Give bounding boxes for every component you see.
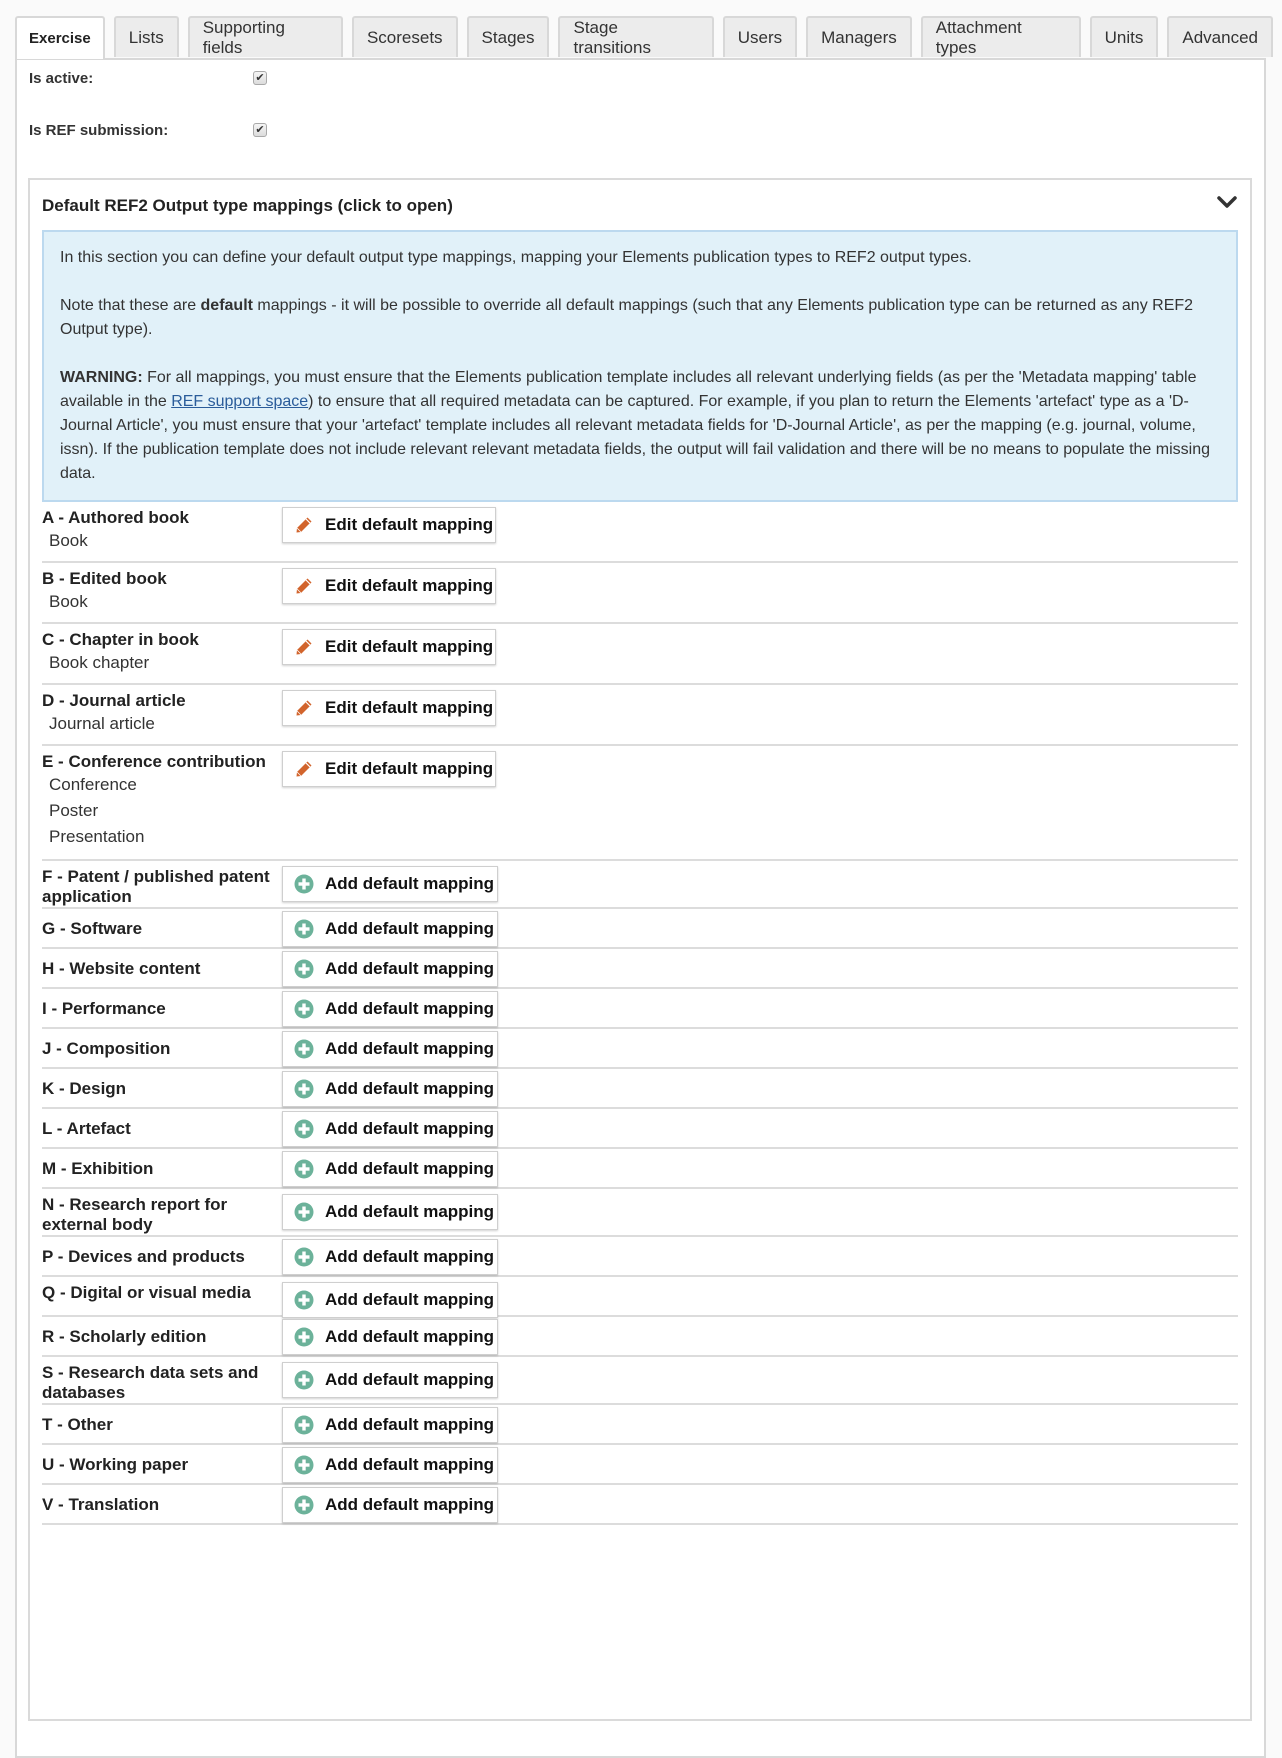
info-paragraph-note xyxy=(60,294,1220,342)
pencil-icon xyxy=(293,514,315,536)
button-label: Add default mapping xyxy=(325,1290,495,1309)
mapped-publication-type: Presentation xyxy=(49,827,145,846)
exercise-panel xyxy=(15,58,1266,1758)
output-type-title: A - Authored book xyxy=(42,508,189,527)
mapping-list xyxy=(42,502,1238,1525)
pencil-icon xyxy=(293,758,315,780)
mapping-row xyxy=(42,1029,1238,1069)
add-default-mapping-button[interactable] xyxy=(282,1447,498,1483)
mapping-row xyxy=(42,1109,1238,1149)
add-default-mapping-button[interactable] xyxy=(282,1239,498,1275)
add-default-mapping-button[interactable] xyxy=(282,1407,498,1443)
output-type-title: K - Design xyxy=(42,1079,127,1098)
plus-circle-icon xyxy=(293,1201,315,1223)
mapped-publication-type: Book chapter xyxy=(49,653,150,672)
is-ref-submission-checkbox[interactable]: ✔ xyxy=(253,123,267,137)
add-default-mapping-button[interactable] xyxy=(282,1111,498,1147)
mapping-row xyxy=(42,563,1238,624)
warning-label: WARNING: xyxy=(60,369,143,386)
tab-stages[interactable]: Stages xyxy=(467,16,550,57)
mapped-publication-type: Poster xyxy=(49,801,99,820)
mapping-label xyxy=(42,1405,280,1443)
mapping-label xyxy=(42,909,280,947)
mapping-row xyxy=(42,1445,1238,1485)
mapping-label xyxy=(42,1445,280,1483)
ref-support-space-link[interactable]: REF support space xyxy=(171,393,309,410)
button-label: Edit default mapping xyxy=(325,759,494,778)
mapping-row xyxy=(42,746,1238,861)
mapping-label xyxy=(42,861,280,907)
add-default-mapping-button[interactable] xyxy=(282,866,498,902)
button-label: Add default mapping xyxy=(325,1039,495,1058)
button-label: Add default mapping xyxy=(325,1370,495,1389)
plus-circle-icon xyxy=(293,1158,315,1180)
mapped-publication-type: Book xyxy=(49,531,88,550)
plus-circle-icon xyxy=(293,1246,315,1268)
add-default-mapping-button[interactable] xyxy=(282,1319,498,1355)
output-type-title: B - Edited book xyxy=(42,569,167,588)
mapping-row xyxy=(42,685,1238,746)
tab-exercise[interactable]: Exercise xyxy=(15,16,105,59)
tab-stage-transitions[interactable]: Stage transitions xyxy=(558,16,713,57)
mapping-label xyxy=(42,1029,280,1067)
output-type-title: L - Artefact xyxy=(42,1119,131,1138)
button-label: Add default mapping xyxy=(325,1247,495,1266)
add-default-mapping-button[interactable] xyxy=(282,991,498,1027)
plus-circle-icon xyxy=(293,998,315,1020)
tab-attachment-types[interactable]: Attachment types xyxy=(921,16,1081,57)
mapping-row xyxy=(42,624,1238,685)
mapping-row xyxy=(42,1149,1238,1189)
add-default-mapping-button[interactable] xyxy=(282,1071,498,1107)
mapping-row xyxy=(42,502,1238,563)
mapping-label xyxy=(42,746,280,859)
plus-circle-icon xyxy=(293,1414,315,1436)
edit-default-mapping-button[interactable] xyxy=(282,507,496,543)
tab-scoresets[interactable]: Scoresets xyxy=(352,16,458,57)
mapping-row xyxy=(42,861,1238,909)
plus-circle-icon xyxy=(293,1118,315,1140)
edit-default-mapping-button[interactable] xyxy=(282,751,496,787)
add-default-mapping-button[interactable] xyxy=(282,1362,498,1398)
plus-circle-icon xyxy=(293,1326,315,1348)
pencil-icon xyxy=(293,636,315,658)
mapped-publication-type: Book xyxy=(49,592,88,611)
output-type-title: D - Journal article xyxy=(42,691,186,710)
mapping-row xyxy=(42,909,1238,949)
mapping-row xyxy=(42,949,1238,989)
edit-default-mapping-button[interactable] xyxy=(282,629,496,665)
button-label: Add default mapping xyxy=(325,1202,495,1221)
add-default-mapping-button[interactable] xyxy=(282,1282,498,1318)
button-label: Add default mapping xyxy=(325,959,495,978)
button-label: Add default mapping xyxy=(325,1159,495,1178)
mapping-row xyxy=(42,1357,1238,1405)
output-type-title: T - Other xyxy=(42,1415,113,1434)
button-label: Add default mapping xyxy=(325,999,495,1018)
edit-default-mapping-button[interactable] xyxy=(282,690,496,726)
mapping-label xyxy=(42,1149,280,1187)
mapping-row xyxy=(42,1237,1238,1277)
plus-circle-icon xyxy=(293,1494,315,1516)
output-type-title: Q - Digital or visual media xyxy=(42,1283,251,1302)
info-box xyxy=(42,230,1238,502)
add-default-mapping-button[interactable] xyxy=(282,1194,498,1230)
tab-bar xyxy=(15,16,1282,59)
add-default-mapping-button[interactable] xyxy=(282,1487,498,1523)
note-text-rest: mappings - it will be possible to override all default mappings (such that any Elements publication type can be returned as any REF2 Output type). xyxy=(60,297,1194,338)
tab-units[interactable]: Units xyxy=(1090,16,1159,57)
output-type-title: M - Exhibition xyxy=(42,1159,154,1178)
is-active-label: Is active: xyxy=(29,70,94,87)
button-label: Edit default mapping xyxy=(325,515,494,534)
mapping-label xyxy=(42,624,280,683)
mapping-row xyxy=(42,1189,1238,1237)
tab-advanced[interactable]: Advanced xyxy=(1167,16,1273,57)
plus-circle-icon xyxy=(293,1078,315,1100)
plus-circle-icon xyxy=(293,958,315,980)
mapping-label xyxy=(42,685,280,744)
output-type-title: H - Website content xyxy=(42,959,201,978)
button-label: Edit default mapping xyxy=(325,576,494,595)
output-type-title: N - Research report for external body xyxy=(42,1195,228,1234)
output-type-title: C - Chapter in book xyxy=(42,630,199,649)
mapping-label xyxy=(42,563,280,622)
tab-supporting-fields[interactable]: Supporting fields xyxy=(188,16,343,57)
mapping-row xyxy=(42,1485,1238,1525)
chevron-down-icon[interactable] xyxy=(1216,194,1238,210)
pencil-icon xyxy=(293,697,315,719)
mapping-label xyxy=(42,1277,280,1315)
tab-users[interactable]: Users xyxy=(723,16,797,57)
output-type-mappings-panel xyxy=(28,178,1252,1721)
plus-circle-icon xyxy=(293,1454,315,1476)
mapping-label xyxy=(42,1357,280,1403)
tab-managers[interactable]: Managers xyxy=(806,16,912,57)
output-type-title: S - Research data sets and databases xyxy=(42,1363,259,1402)
mapping-label xyxy=(42,1237,280,1275)
button-label: Add default mapping xyxy=(325,1327,495,1346)
mapping-label xyxy=(42,1069,280,1107)
tab-lists[interactable]: Lists xyxy=(114,16,179,57)
info-paragraph-intro: In this section you can define your default output type mappings, mapping your Elements publication types to REF2 output types. xyxy=(60,249,972,266)
plus-circle-icon xyxy=(293,873,315,895)
output-type-title: G - Software xyxy=(42,919,143,938)
plus-circle-icon xyxy=(293,918,315,940)
mapping-label xyxy=(42,502,280,561)
add-default-mapping-button[interactable] xyxy=(282,951,498,987)
output-type-title: R - Scholarly edition xyxy=(42,1327,207,1346)
is-active-checkbox[interactable]: ✔ xyxy=(253,71,267,85)
note-text: Note that these are xyxy=(60,297,201,314)
section-toggle-title[interactable]: Default REF2 Output type mappings (click to open) xyxy=(42,196,453,215)
plus-circle-icon xyxy=(293,1369,315,1391)
add-default-mapping-button[interactable] xyxy=(282,1151,498,1187)
button-label: Add default mapping xyxy=(325,874,495,893)
output-type-title: V - Translation xyxy=(42,1495,160,1514)
output-type-title: F - Patent / published patent application xyxy=(42,867,270,906)
info-paragraph-warning xyxy=(60,366,1220,486)
mapping-label xyxy=(42,1485,280,1523)
output-type-title: E - Conference contribution xyxy=(42,752,266,771)
button-label: Add default mapping xyxy=(325,919,495,938)
mapping-row xyxy=(42,989,1238,1029)
edit-default-mapping-button[interactable] xyxy=(282,568,496,604)
plus-circle-icon xyxy=(293,1038,315,1060)
output-type-title: J - Composition xyxy=(42,1039,171,1058)
output-type-title: U - Working paper xyxy=(42,1455,189,1474)
mapped-publication-type: Conference xyxy=(49,775,137,794)
output-type-title: I - Performance xyxy=(42,999,166,1018)
mapping-label xyxy=(42,1189,280,1235)
button-label: Add default mapping xyxy=(325,1495,495,1514)
add-default-mapping-button[interactable] xyxy=(282,1031,498,1067)
plus-circle-icon xyxy=(293,1289,315,1311)
warning-text: For all mappings, you must ensure that the Elements publication template includes all relevant underlying fields (as per the 'Metadata mapping' table available in the xyxy=(60,369,1197,410)
button-label: Add default mapping xyxy=(325,1415,495,1434)
mapping-label xyxy=(42,1109,280,1147)
mapping-row xyxy=(42,1405,1238,1445)
output-type-title: P - Devices and products xyxy=(42,1247,245,1266)
note-bold: default xyxy=(200,297,253,314)
is-ref-submission-label: Is REF submission: xyxy=(29,122,169,139)
button-label: Edit default mapping xyxy=(325,698,494,717)
mapping-label xyxy=(42,949,280,987)
button-label: Add default mapping xyxy=(325,1079,495,1098)
button-label: Add default mapping xyxy=(325,1119,495,1138)
mapping-label xyxy=(42,1317,280,1355)
button-label: Add default mapping xyxy=(325,1455,495,1474)
mapping-label xyxy=(42,989,280,1027)
mapping-row xyxy=(42,1277,1238,1317)
add-default-mapping-button[interactable] xyxy=(282,911,498,947)
mapping-row xyxy=(42,1069,1238,1109)
button-label: Edit default mapping xyxy=(325,637,494,656)
mapping-row xyxy=(42,1317,1238,1357)
pencil-icon xyxy=(293,575,315,597)
warning-text-rest: ) to ensure that all required metadata can be captured. For example, if you plan to return the Elements 'artefact' type as a 'D-Journal Article', you must ensure that your 'artefact' template includes all relevant metadata fields for 'D-Journal Article', as per the mapping (e.g. journal, volume, issn). If the publication template does not include relevant relevant metadata fields, the output will fail validation and there will be no means to populate the missing data. xyxy=(60,393,1211,482)
mapped-publication-type: Journal article xyxy=(49,714,155,733)
